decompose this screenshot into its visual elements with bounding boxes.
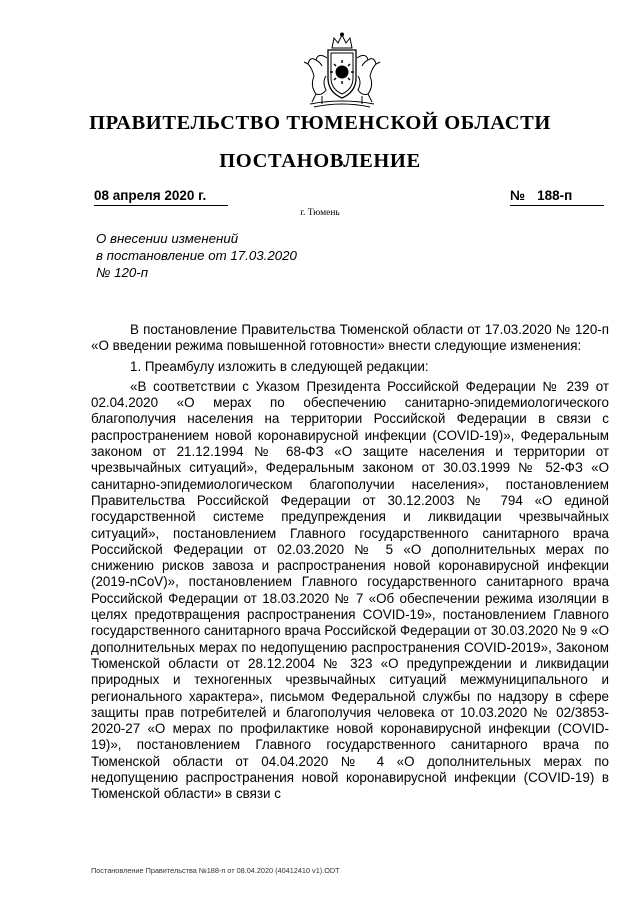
body-paragraph: «В соответствии с Указом Президента Российской Федерации № 239 от 02.04.2020 «О мерах по обеспечению санитарно-эпидемиологического благополучия населения на территории Российской Федерации в связи с распространением новой коронавирусной инфекции (COVID-19)», Федеральным законом от 21.12.1994 № 68-ФЗ «О защите населения и территории от чрезвычайных ситуаций», Федеральным законом от 30.03.1999 № 52-ФЗ «О санитарно-эпидемиологическом благополучии населения», постановлением Правительства Российской Федерации от 30.12.2003 № 794 «О единой государственной системе предупреждения и ликвидации чрезвычайных ситуаций», постановлением Главного государственного санитарного врача Российской Федерации от 02.03.2020 № 5 «О дополнительных мерах по снижению рисков завоза и распространения новой коронавирусной инфекции (2019-nCoV)», постановлением Главного государственного санитарного врача Российской Федерации от 18.03.2020 № 7 «Об обеспечении режима изоляции в целях предотвращения распространения COVID-19», постановлением Главного государственного санитарного врача Российской Федерации от 30.03.2020 № 9 «О дополнительных мерах по недопущению распространения COVID-2019», Законом Тюменской области от 28.12.2004 № 323 «О предупреждении и ликвидации природных и техногенных чрезвычайных ситуаций межмуниципального и регионального характера», письмом Федеральной службы по надзору в сфере защиты прав потребителей и благополучия человека от 10.03.2020 № 02/3853-2020-27 «О мерах по профилактике новой коронавирусной инфекции (COVID-19)», постановлением Главного государственного санитарного врача по Тюменской области от 04.04.2020 № 4 «О дополнительных мерах по недопущению распространения новой коронавирусной инфекции (COVID-19) в Тюменской области» в связи с [91,378,609,802]
subject-line: № 120-п [96,265,149,281]
city: г. Тюмень [300,208,340,218]
document-type: ПОСТАНОВЛЕНИЕ [219,150,421,172]
document-subject [96,230,396,282]
document-date: 08 апреля 2020 г. [94,188,228,206]
number-sign: № [510,188,526,203]
document-body [91,322,609,803]
coat-of-arms-icon [296,32,388,108]
body-paragraph: В постановление Правительства Тюменской области от 17.03.2020 № 120-п «О введении режима повышенной готовности» внести следующие изменения: [91,322,609,354]
page-footer: Постановление Правительства №188-п от 08.04.2020 (40412410 v1).ODT [91,866,340,875]
government-title: ПРАВИТЕЛЬСТВО ТЮМЕНСКОЙ ОБЛАСТИ [89,112,551,134]
subject-line: в постановление от 17.03.2020 [96,248,297,264]
number-value: 188-п [537,188,573,203]
document-number [510,188,604,206]
subject-line: О внесении изменений [96,231,239,246]
body-paragraph: 1. Преамбулу изложить в следующей редакции: [130,358,429,374]
